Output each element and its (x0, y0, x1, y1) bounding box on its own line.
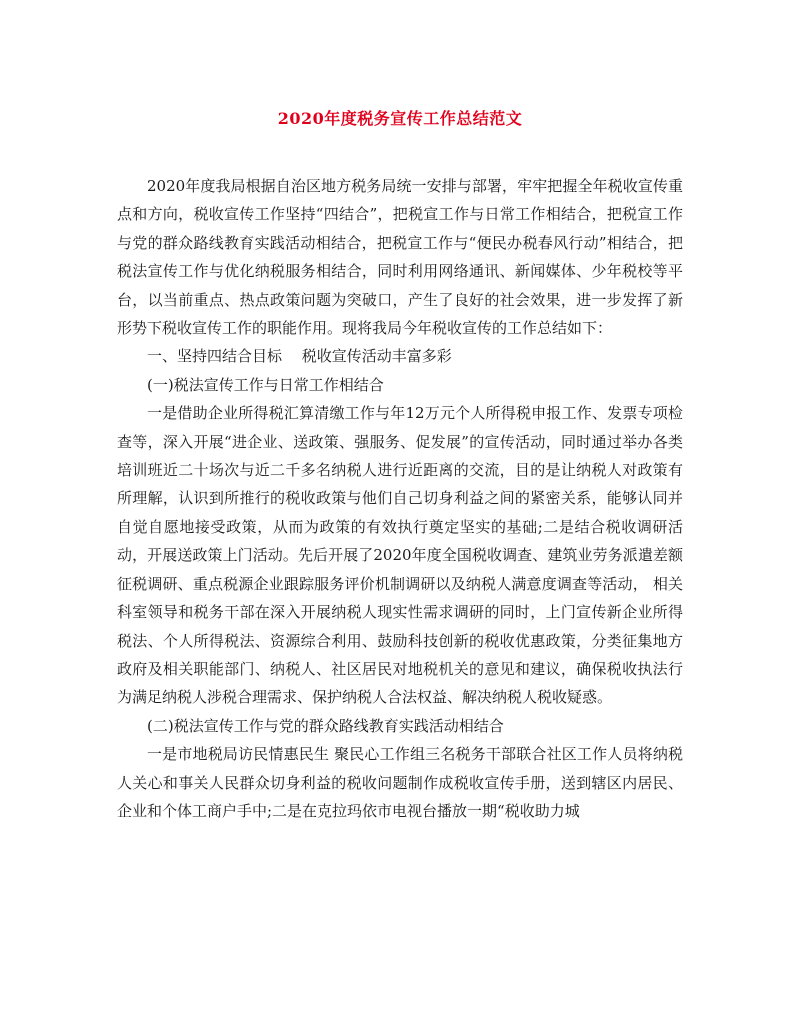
subsection-heading-2: (二)税法宣传工作与党的群众路线教育实践活动相结合 (147, 716, 504, 735)
subsection-heading-1: (一)税法宣传工作与日常工作相结合 (147, 375, 384, 394)
document-body (117, 172, 683, 825)
section-heading-1: 一、坚持四结合目标 税收宣传活动丰富多彩 (147, 347, 452, 366)
document-title: 2020年度税务宣传工作总结范文 (277, 109, 523, 128)
paragraph-intro: 2020年度我局根据自治区地方税务局统一安排与部署，牢牢把握全年税收宣传重点和方向，税收宣传工作坚持“四结合”，把税宣工作与日常工作相结合，把税宣工作与党的群众路线教育实践活动相结合，把税宣工作与“便民办税春风行动”相结合，把税法宣传工作与优化纳税服务相结合，同时利用网络通讯、新闻媒体、少年税校等平台，以当前重点、热点政策问题为突破口，产生了良好的社会效果，进一步发挥了新形势下税收宣传工作的职能作用。现将我局今年税收宣传的工作总结如下： (117, 177, 683, 338)
paragraph-subsection-2: 一是市地税局访民情惠民生 聚民心工作组三名税务干部联合社区工作人员将纳税人关心和事关人民群众切身利益的税收问题制作成税收宣传手册，送到辖区内居民、企业和个体工商户手中;二是在克拉玛依市电视台播放一期“税收助力城 (117, 745, 683, 820)
paragraph-subsection-1: 一是借助企业所得税汇算清缴工作与年12万元个人所得税申报工作、发票专项检查等，深入开展“进企业、送政策、强服务、促发展”的宣传活动，同时通过举办各类培训班近二十场次与近二千多名纳税人进行近距离的交流，目的是让纳税人对政策有所理解，认识到所推行的税收政策与他们自己切身利益之间的紧密关系，能够认同并自觉自愿地接受政策，从而为政策的有效执行奠定坚实的基础;二是结合税收调研活动，开展送政策上门活动。先后开展了2020年度全国税收调查、建筑业劳务派遣差额征税调研、重点税源企业跟踪服务评价机制调研以及纳税人满意度调查等活动， 相关科室领导和税务干部在深入开展纳税人现实性需求调研的同时，上门宣传新企业所得税法、个人所得税法、资源综合利用、鼓励科技创新的税收优惠政策，分类征集地方政府及相关职能部门、纳税人、社区居民对地税机关的意见和建议，确保税收执法行为满足纳税人涉税合理需求、保护纳税人合法权益、解决纳税人税收疑惑。 (117, 404, 683, 707)
